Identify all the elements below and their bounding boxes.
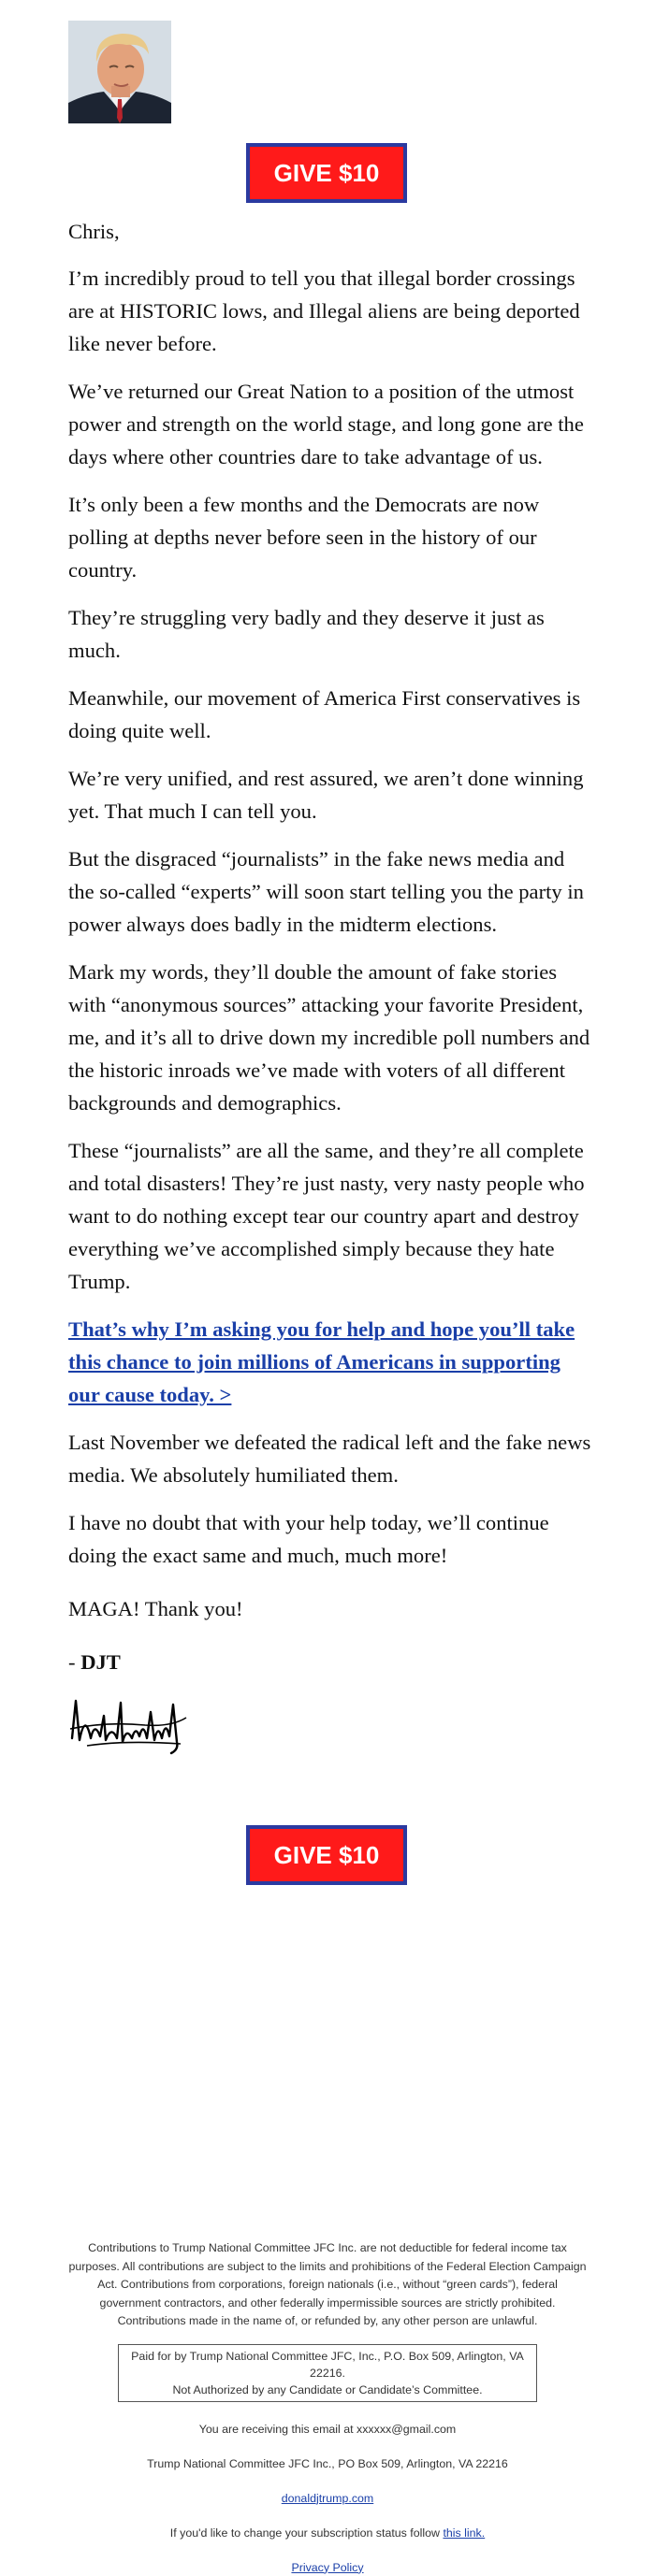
closing-line: MAGA! Thank you! — [68, 1597, 243, 1620]
letter-paragraph: I’m incredibly proud to tell you that illegal border crossings are at HISTORIC lows, and Illegal aliens are being deported like never before. — [68, 266, 580, 355]
handwritten-signature — [68, 1684, 190, 1759]
signoff-name: DJT — [80, 1650, 121, 1674]
give-10-button-bottom[interactable]: GIVE $10 — [246, 1825, 407, 1885]
paid-for-text: Paid for by Trump National Committee JFC, Inc., P.O. Box 509, Arlington, VA 22216. — [131, 2349, 524, 2380]
subscription-link[interactable]: this link. — [443, 2526, 486, 2540]
letter-paragraph: We’re very unified, and rest assured, we aren’t done winning yet. That much I can tell you. — [68, 767, 584, 823]
footer-address: Trump National Committee JFC Inc., PO Box 509, Arlington, VA 22216 — [147, 2456, 508, 2470]
privacy-policy-link[interactable]: Privacy Policy — [291, 2560, 364, 2574]
signoff — [68, 1646, 592, 1678]
receiving-email-line — [68, 2421, 587, 2438]
receiving-prefix: You are receiving this email at — [198, 2422, 357, 2436]
letter-paragraph: They’re struggling very badly and they deserve it just as much. — [68, 606, 545, 662]
letter-paragraph: Meanwhile, our movement of America First conservatives is doing quite well. — [68, 686, 581, 742]
subscription-prefix: If you'd like to change your subscription status follow — [169, 2526, 444, 2540]
give-10-button-top[interactable]: GIVE $10 — [246, 143, 407, 203]
not-authorized-text: Not Authorized by any Candidate or Candidate’s Committee. — [172, 2382, 483, 2396]
greeting: Chris, — [68, 220, 120, 243]
letter-paragraph: Last November we defeated the radical left and the fake news media. We absolutely humiliated them. — [68, 1431, 591, 1487]
letter-paragraph: Mark my words, they’ll double the amount of fake stories with “anonymous sources” attacking your favorite President, me, and it’s all to drive down my incredible poll numbers and the historic inroads we’ve made with voters of all different backgrounds and demographics. — [68, 960, 590, 1115]
subscription-line — [68, 2525, 587, 2541]
cta-paragraph — [68, 1313, 592, 1411]
letter-paragraph: I have no doubt that with your help today, we’ll continue doing the exact same and much, much more! — [68, 1511, 549, 1567]
letter-body — [68, 215, 592, 1759]
footer-disclaimer: Contributions to Trump National Committee JFC Inc. are not deductible for federal income tax purposes. All contributions are subject to the limits and prohibitions of the Federal Election Campaign Act. Contributions from corporations, foreign nationals (i.e., without “green cards”), federal government contractors, and other federally impermissible sources are strictly prohibited. Contributions made in the name of, or refunded by, any other person are unlawful. — [68, 2241, 587, 2327]
site-link-line — [68, 2490, 587, 2507]
letter-paragraph: But the disgraced “journalists” in the fake news media and the so-called “experts” will soon start telling you the party in power always does badly in the midterm elections. — [68, 847, 584, 936]
paid-for-box — [118, 2344, 537, 2402]
cta-donate-link[interactable]: That’s why I’m asking you for help and hope you’ll take this chance to join millions of Americans in supporting our cause today. > — [68, 1317, 575, 1406]
recipient-email: xxxxxx@gmail.com — [357, 2422, 457, 2436]
site-link[interactable]: donaldjtrump.com — [281, 2491, 374, 2505]
portrait-image — [68, 21, 171, 123]
signoff-dash: - — [68, 1650, 81, 1674]
letter-paragraph: We’ve returned our Great Nation to a position of the utmost power and strength on the world stage, and long gone are the days where other countries dare to take advantage of us. — [68, 380, 584, 468]
letter-paragraph: It’s only been a few months and the Democrats are now polling at depths never before seen in the history of our country. — [68, 493, 540, 582]
letter-paragraph: These “journalists” are all the same, and they’re all complete and total disasters! They’re just nasty, very nasty people who want to do nothing except tear our country apart and destroy everything we’ve accomplished simply because they hate Trump. — [68, 1139, 585, 1293]
portrait-photo — [68, 21, 171, 123]
privacy-line — [68, 2559, 587, 2576]
footer — [68, 2239, 587, 2576]
